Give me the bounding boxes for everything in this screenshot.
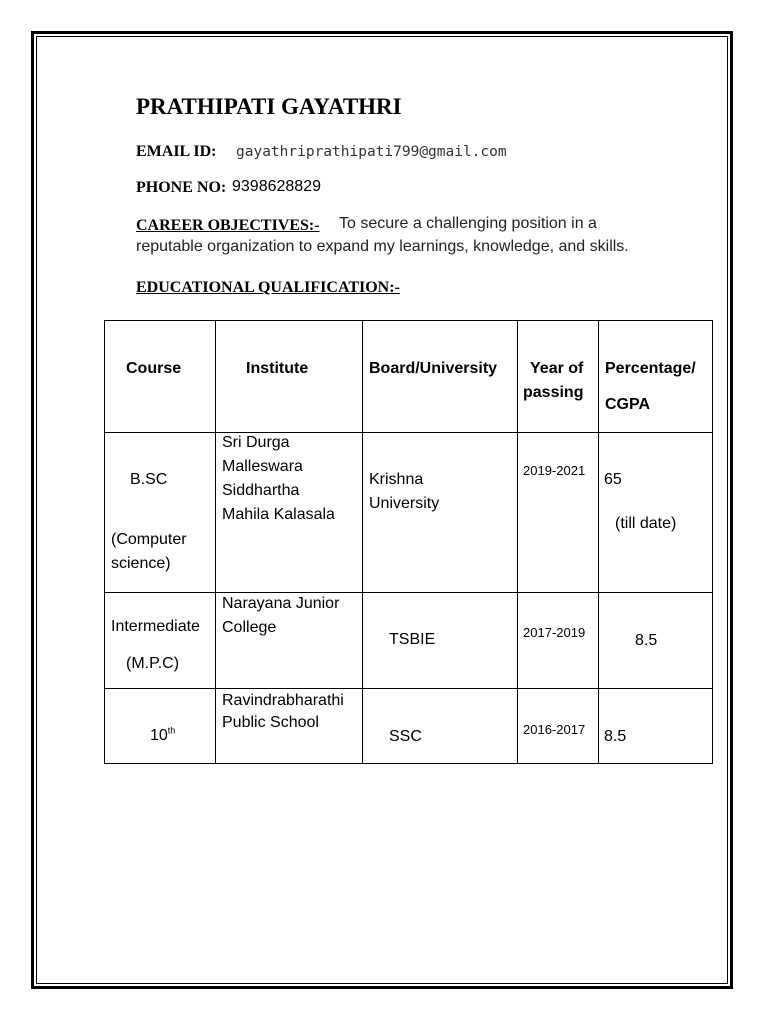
- course-name: B.SC: [130, 471, 168, 488]
- cell-percentage: [599, 593, 713, 689]
- phone-value: 9398628829: [232, 178, 321, 195]
- year-of-passing: 2016-2017: [523, 722, 586, 737]
- year-of-passing: 2017-2019: [523, 625, 586, 640]
- cell-board: [363, 433, 518, 593]
- institute-line1: Ravindrabharathi: [222, 692, 344, 709]
- career-objectives-text-line2: reputable organization to expand my learnings, knowledge, and skills.: [136, 238, 629, 255]
- email-label: EMAIL ID:: [136, 143, 217, 160]
- percentage-value: 65: [604, 471, 622, 488]
- email-value: gayathriprathipati799@gmail.com: [236, 144, 507, 160]
- header-institute: Institute: [246, 360, 309, 377]
- header-cell-institute: [216, 321, 363, 433]
- institute-line1: Sri Durga: [222, 434, 290, 451]
- education-table: [104, 320, 713, 764]
- table-row: [105, 689, 713, 764]
- board-line1: Krishna: [369, 471, 424, 488]
- phone-label: PHONE NO:: [136, 179, 227, 196]
- percentage-value: 8.5: [635, 632, 658, 649]
- cell-institute: [216, 689, 363, 764]
- course-name: [150, 724, 175, 748]
- cell-year: [518, 689, 599, 764]
- course-detail-line1: (Computer: [111, 531, 187, 548]
- institute-line2: Public School: [222, 714, 319, 731]
- cell-board: [363, 593, 518, 689]
- cell-year: [518, 593, 599, 689]
- board: TSBIE: [389, 631, 436, 648]
- cell-institute: [216, 433, 363, 593]
- header-course: Course: [126, 360, 182, 377]
- institute-line3: Siddhartha: [222, 482, 300, 499]
- year-of-passing: 2019-2021: [523, 463, 586, 478]
- course-number: 10: [150, 727, 168, 744]
- educational-qualification-label: EDUCATIONAL QUALIFICATION:-: [136, 279, 400, 296]
- cell-course: [105, 433, 216, 593]
- cell-percentage: [599, 689, 713, 764]
- career-objectives-text-line1: To secure a challenging position in a: [339, 215, 597, 232]
- cell-institute: [216, 593, 363, 689]
- header-cell-year: [518, 321, 599, 433]
- institute-line2: Malleswara: [222, 458, 303, 475]
- header-percentage-line2: CGPA: [605, 396, 651, 413]
- header-year-line1: Year of: [530, 360, 584, 377]
- table-row: [105, 593, 713, 689]
- cell-year: [518, 433, 599, 593]
- cell-percentage: [599, 433, 713, 593]
- board: SSC: [389, 728, 422, 745]
- percentage-value: 8.5: [604, 728, 627, 745]
- board-line2: University: [369, 495, 440, 512]
- table-header-row: [105, 321, 713, 433]
- cell-board: [363, 689, 518, 764]
- institute-line4: Mahila Kalasala: [222, 506, 335, 523]
- header-board: Board/University: [369, 360, 498, 377]
- cell-course: [105, 689, 216, 764]
- course-superscript: th: [167, 725, 176, 736]
- career-objectives-label: CAREER OBJECTIVES:-: [136, 217, 320, 234]
- cell-course: [105, 593, 216, 689]
- percentage-note: (till date): [615, 515, 677, 532]
- course-name: Intermediate: [111, 618, 200, 635]
- course-detail-line2: science): [111, 555, 171, 572]
- header-cell-course: [105, 321, 216, 433]
- candidate-name: PRATHIPATI GAYATHRI: [136, 94, 402, 119]
- table-row: [105, 433, 713, 593]
- course-detail: (M.P.C): [126, 655, 180, 672]
- header-cell-percentage: [599, 321, 713, 433]
- header-cell-board: [363, 321, 518, 433]
- institute-line2: College: [222, 619, 277, 636]
- header-percentage-line1: Percentage/: [605, 360, 696, 377]
- header-year-line2: passing: [523, 384, 584, 401]
- institute-line1: Narayana Junior: [222, 595, 340, 612]
